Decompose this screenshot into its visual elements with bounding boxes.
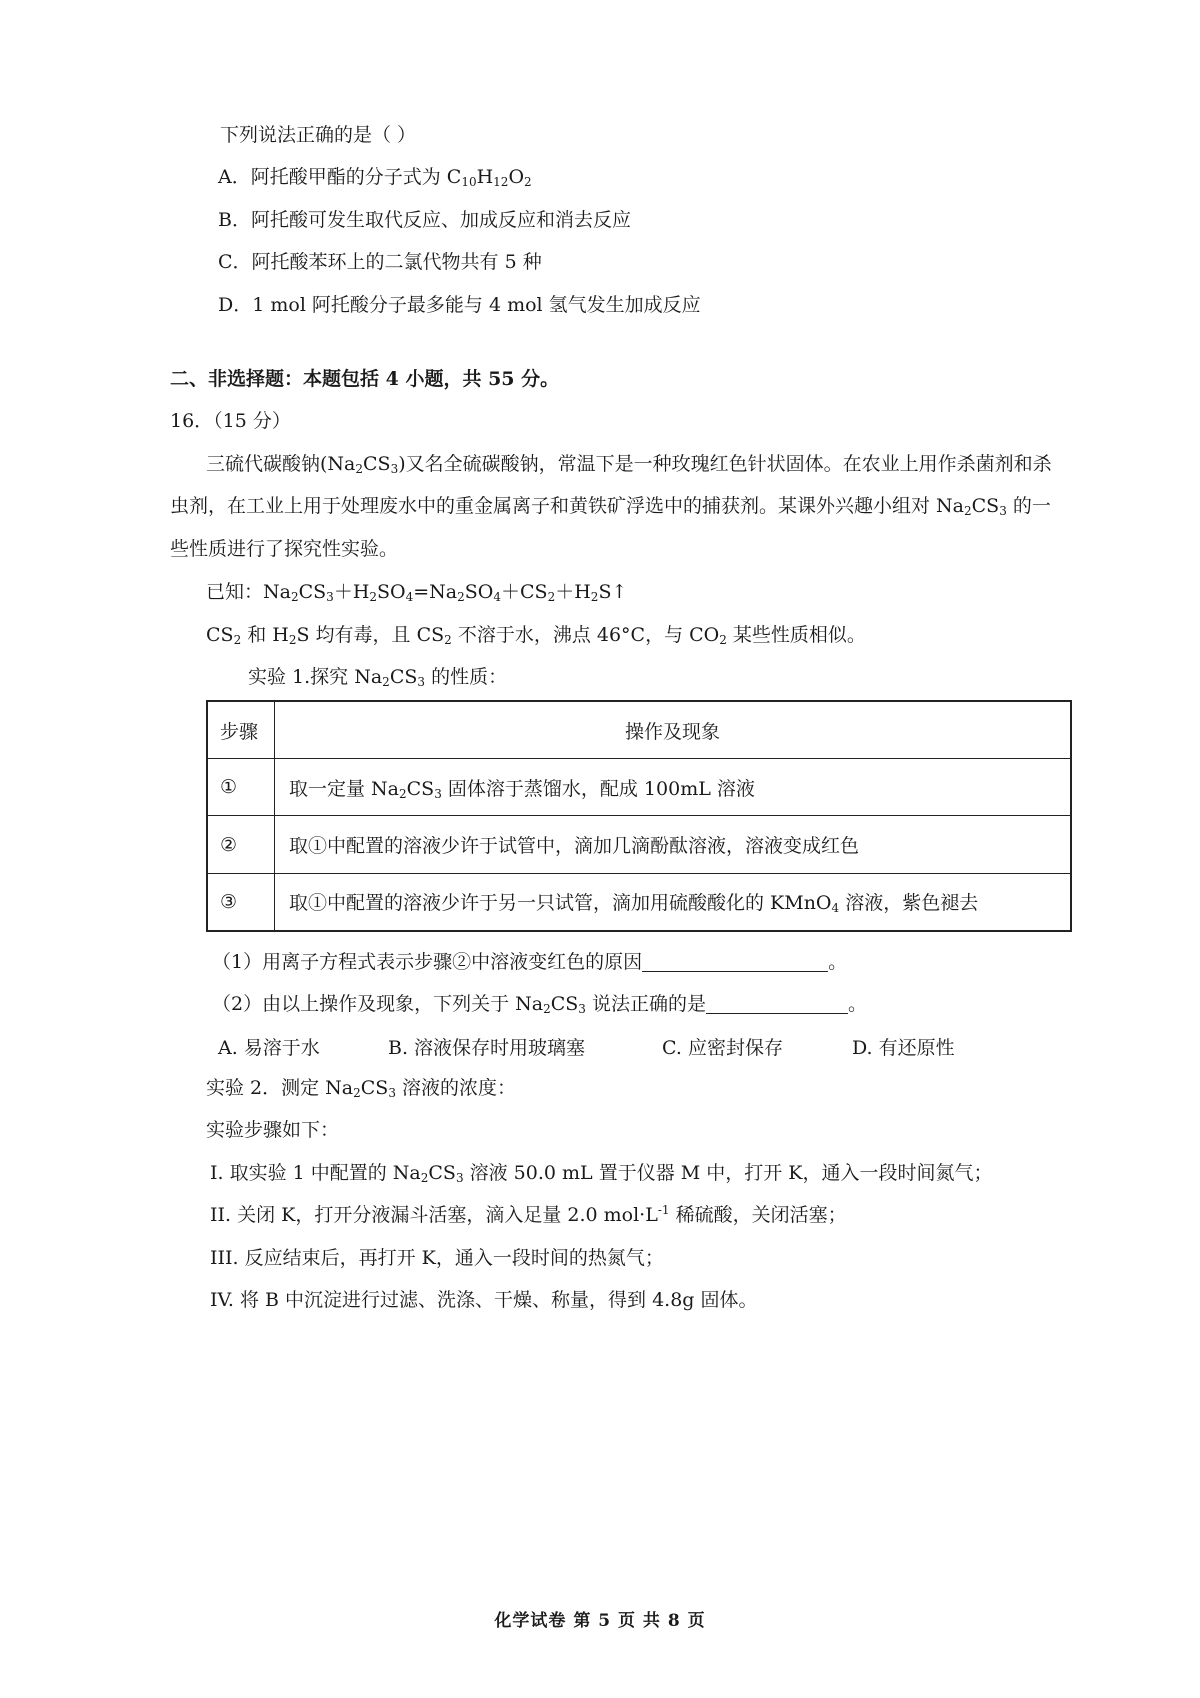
header-operation: 操作及现象	[275, 701, 1072, 759]
q16-number: 16．（15 分）	[170, 410, 291, 432]
exp1-title: 实验 1.探究 $Na_2CS_3$ 的性质：	[248, 666, 508, 689]
section-heading: 二、非选择题：本题包括 4 小题，共 55 分。	[170, 368, 560, 390]
row-text: 取①中配置的溶液少许于另一只试管，滴加用硫酸酸化的 KMnO$_4$ 溶液，紫色褪去	[275, 873, 1072, 931]
step-4: IV. 将 B 中沉淀进行过滤、洗涤、干燥、称量，得到 4.8g 固体。	[210, 1289, 758, 1311]
page-footer: 化学试卷 第 5 页 共 8 页	[494, 1611, 706, 1631]
row-text: 取一定量 $Na_2CS_3$ 固体溶于蒸馏水，配成 100mL 溶液	[275, 759, 1072, 816]
table-row	[207, 759, 1071, 816]
row-step: ①	[207, 759, 275, 816]
option-c: C. 应密封保存	[662, 1037, 783, 1059]
q15-option-d: D．1 mol 阿托酸分子最多能与 4 mol 氢气发生加成反应	[218, 294, 701, 316]
row-step: ③	[207, 873, 275, 931]
answer-blank-1[interactable]	[642, 951, 828, 972]
header-step: 步骤	[207, 701, 275, 759]
option-a: A. 易溶于水	[218, 1037, 320, 1059]
step-3: III. 反应结束后，再打开 K，通入一段时间的热氮气；	[210, 1247, 664, 1269]
q15-option-c: C．阿托酸苯环上的二氯代物共有 5 种	[218, 251, 542, 273]
row-step: ②	[207, 816, 275, 873]
q16-intro-line1: 三硫代碳酸钠$(Na_2CS_3)$又名全硫碳酸钠，常温下是一种玫瑰红色针状固体。在农业上用作杀菌剂和杀	[206, 453, 1052, 476]
steps-label: 实验步骤如下：	[206, 1119, 340, 1141]
table-row	[207, 816, 1071, 873]
exp1-table	[206, 700, 1072, 932]
sub-question-2: （2）由以上操作及现象，下列关于 $Na_2CS_3$ 说法正确的是 。	[212, 993, 868, 1016]
exp2-title: 实验 2．测定 $Na_2CS_3$ 溶液的浓度：	[206, 1077, 517, 1100]
table-header-row	[207, 701, 1071, 759]
q16-intro-line3: 些性质进行了探究性实验。	[170, 538, 399, 560]
q15-option-a: A．阿托酸甲酯的分子式为 $C_{10}H_{12}O_2$	[218, 166, 532, 189]
q16-known-equation: 已知：$Na_2CS_3+H_2SO_4=Na_2SO_4+CS_2+H_2S↑$	[206, 581, 628, 604]
q15-option-b: B．阿托酸可发生取代反应、加成反应和消去反应	[218, 209, 631, 231]
step-1: I. 取实验 1 中配置的 $Na_2CS_3$ 溶液 50.0 mL 置于仪器 M 中，打开 K，通入一段时间氮气；	[210, 1162, 993, 1185]
q16-known-note: $CS_2$ 和 $H_2S$ 均有毒，且 $CS_2$ 不溶于水，沸点 46°C，与 $CO_2$ 某些性质相似。	[206, 624, 866, 647]
table-row	[207, 873, 1071, 931]
option-b: B. 溶液保存时用玻璃塞	[388, 1037, 586, 1059]
option-d: D. 有还原性	[852, 1037, 955, 1059]
row-text: 取①中配置的溶液少许于试管中，滴加几滴酚酞溶液，溶液变成红色	[275, 816, 1072, 873]
q15-stem: 下列说法正确的是（ ）	[220, 124, 417, 146]
answer-blank-2[interactable]	[706, 993, 848, 1014]
q16-intro-line2: 虫剂，在工业上用于处理废水中的重金属离子和黄铁矿浮选中的捕获剂。某课外兴趣小组对 $Na_2CS_3$ 的一	[170, 495, 1051, 518]
step-2: II. 关闭 K，打开分液漏斗活塞，滴入足量 2.0 $mol\cdot L^{-1}$ 稀硫酸，关闭活塞；	[210, 1203, 847, 1226]
sub-question-1: （1）用离子方程式表示步骤②中溶液变红色的原因 。	[212, 951, 848, 973]
